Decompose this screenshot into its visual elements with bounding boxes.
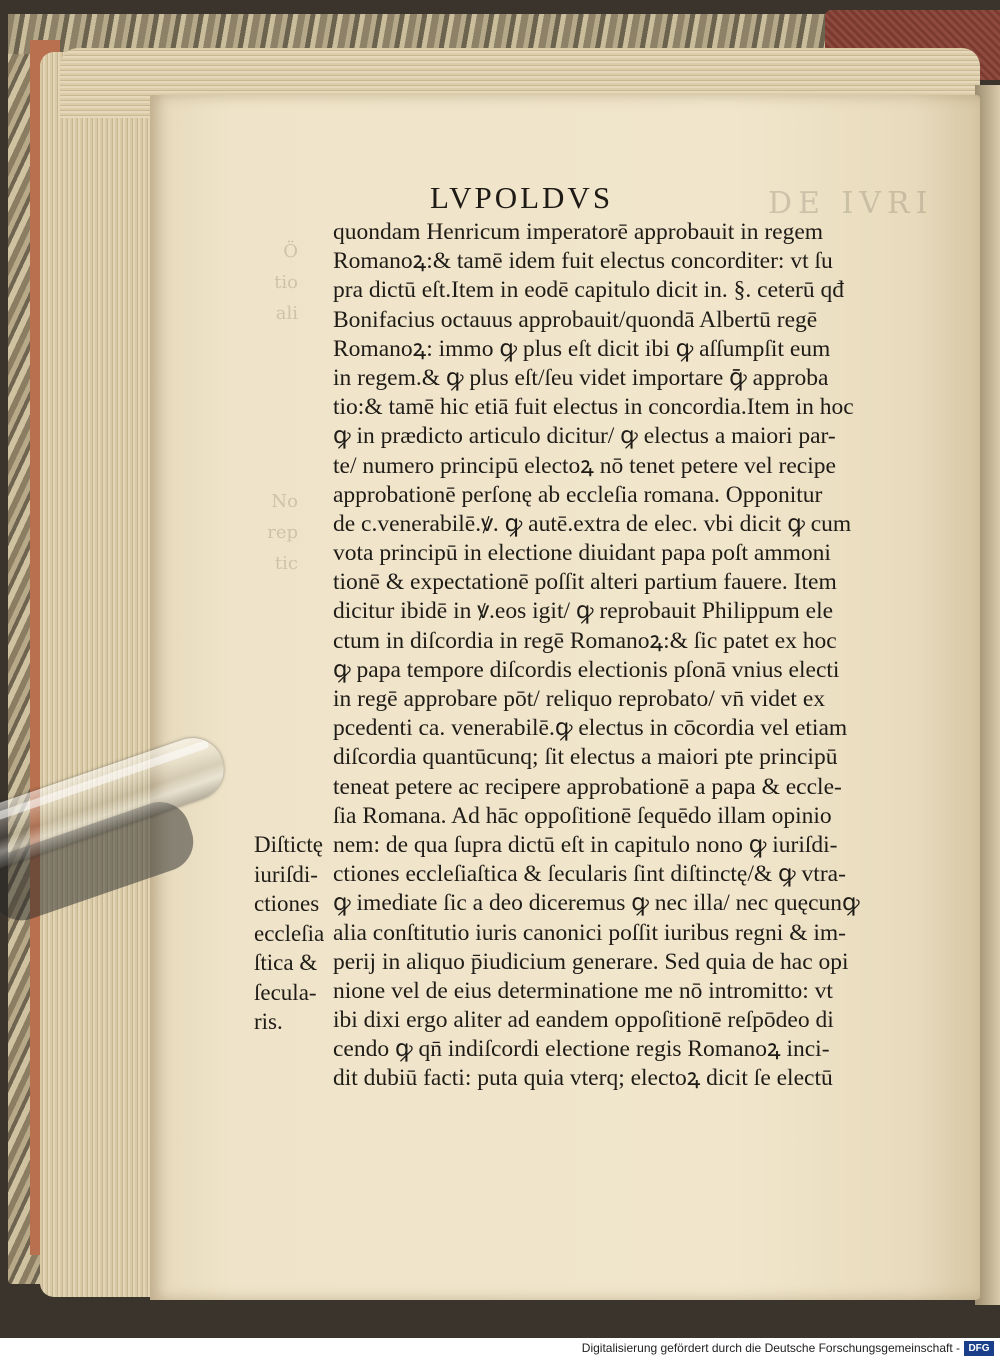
text-line: de c.venerabilē.ꝟ. ꝙ autē.extra de elec. vbi dicit ꝙ cum [333,510,852,537]
show-through-header: DE IVRI [768,186,934,221]
gloss-line: iuriſdi- [254,861,318,887]
text-line: in regem.& ꝙ plus eſt/ſeu videt importare ꝙ̄ approba [333,364,829,391]
show-through-line: tic [274,553,298,574]
text-line: Romanoꝝ:& tamē idem fuit electus concorditer: vt ſu [333,248,833,275]
text-line: nem: de qua ſupra dictū eſt in capitulo nono ꝙ iuriſdi- [333,831,838,858]
running-head: LVPOLDVS [430,180,614,215]
show-through-line: rep [267,522,298,543]
text-line: perij in aliquo p̄iudicium generare. Sed quia de hac opi [333,948,849,975]
text-line: quondam Henricum imperatorē approbauit in regem [333,219,824,245]
marginal-gloss [254,830,336,1037]
gloss-line: ſecula- [254,979,317,1005]
text-line: ꝙ imediate ſic a deo diceremus ꝙ nec illa/ nec quęcunꝙ [333,890,860,917]
show-through-margin-lower [228,486,298,579]
text-line: ꝙ papa tempore diſcordis electionis pſonā vnius electi [333,656,840,683]
text-line: in regē approbare pōt/ reliquo reprobato/ vn̄ videt ex [333,686,826,712]
text-line: Romanoꝝ: immo ꝙ plus eſt dicit ibi ꝙ aſſumpſit eum [333,335,831,362]
show-through-line: Ö [283,241,298,262]
text-line: pra dictū eſt.Item in eodē capitulo dicit in. §. ceterū qđ [333,277,844,304]
text-line: ſia Romana. Ad hāc oppoſitionē ſequēdo illam opinio [333,802,832,829]
show-through-margin-upper [228,236,298,329]
text-line: alia conſtitutio iuris canonici poſſit iuribus regni & im- [333,919,846,946]
text-line: teneat petere ac recipere approbationē a papa & eccle- [333,773,842,800]
text-line: pcedenti ca. venerabilē.ꝙ electus in cōcordia vel etiam [333,715,848,742]
text-line: tio:& tamē hic etiā fuit electus in concordia.Item in hoc [333,394,854,421]
show-through-line: tio [274,272,298,293]
show-through-line: No [271,491,298,512]
text-line: ctum in diſcordia in regē Romanoꝝ:& ſic patet ex hoc [333,627,837,654]
gloss-line: ctiones [254,891,320,916]
text-line: dicitur ibidē in ꝟ.eos igit/ ꝙ reprobauit Philippum ele [333,598,834,625]
text-line: vota principū in electione diuidant papa poſt ammoni [333,540,831,567]
gloss-line: ſtica & [254,950,318,975]
footer-bar [0,1338,1000,1359]
text-line: tionē & expectationē poſſit alteri partium fauere. Item [333,569,837,596]
gloss-line: ris. [254,1009,283,1034]
dfg-logo: DFG [964,1341,994,1356]
text-line: ctiones eccleſiaſtica & ſecularis ſint diſtinctę/& ꝙ vtra- [333,861,846,888]
gloss-line: eccleſia [254,920,325,946]
text-line: dit dubiū facti: puta quia vterq; electoꝝ dicit ſe electū [333,1065,833,1092]
text-line: cendo ꝙ qn̄ indiſcordi electione regis Romanoꝝ inci- [333,1036,830,1063]
text-line: nione vel de eius determinatione me nō intromitto: vt [333,977,833,1004]
body-text [333,218,893,1094]
gloss-line: Diſtictę [254,832,323,857]
text-line: te/ numero principū electoꝝ nō tenet petere vel recipe [333,452,836,479]
show-through-line: ali [275,303,298,324]
text-line: approbationē perſonę ab eccleſia romana. Opponitur [333,481,823,508]
text-line: ꝙ in prædicto articulo dicitur/ ꝙ electus a maiori par- [333,423,836,450]
text-line: ibi dixi ergo aliter ad eandem oppoſitionē reſpōdeo di [333,1007,834,1034]
page-stack-edge [40,52,165,1297]
footer-credit: Digitalisierung gefördert durch die Deutsche Forschungsgemeinschaft - [581,1341,960,1355]
text-line: diſcordia quantūcunq; ſit electus a maiori pte principū [333,744,838,771]
text-line: Bonifacius octauus approbauit/quondā Albertū regē [333,306,818,333]
